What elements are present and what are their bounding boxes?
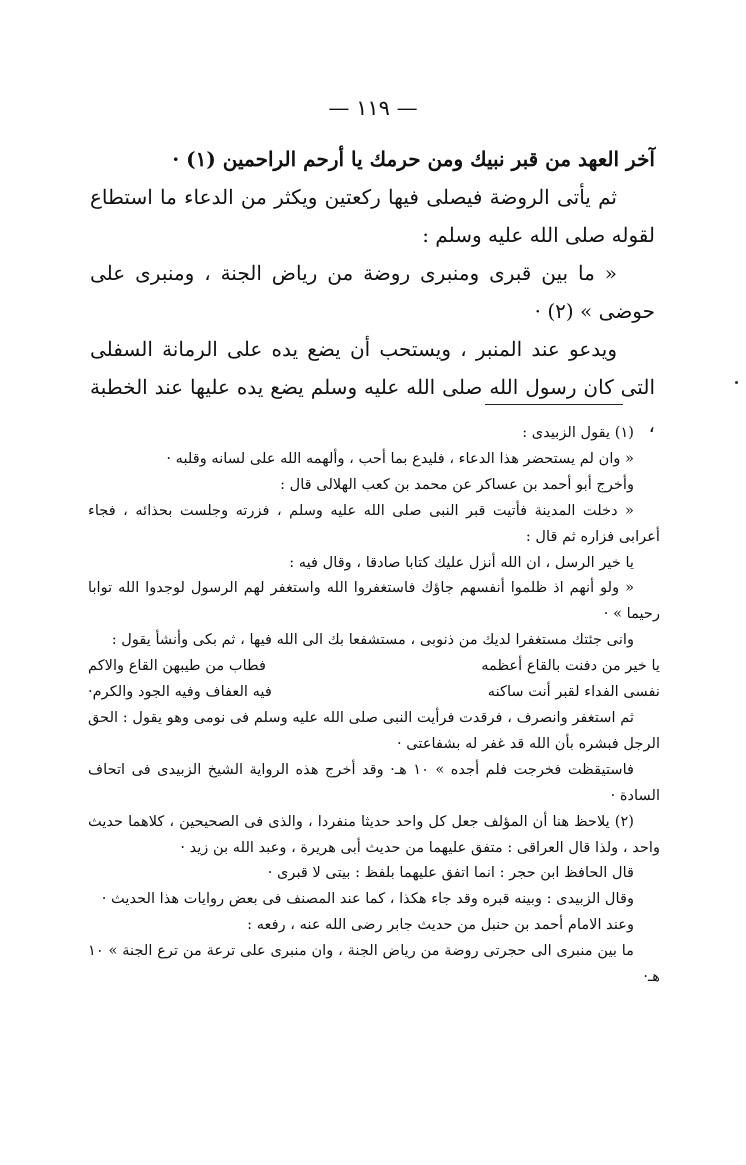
margin-speck <box>735 381 738 384</box>
footnote-1-fastayqaztu: فاستيقظت فخرجت فلم أجده » ١٠ هـ· وقد أخرج هذه الرواية الشيخ الزبيدى فى اتحاف السادة · <box>88 760 660 804</box>
footnote-2-zabidi: وقال الزبيدى : وبينه قبره وقد جاء هكذا ، كما عند المصنف فى بعض روايات هذا الحديث · <box>101 890 634 908</box>
footnote-2-intro: (٢) يلاحظ هنا أن المؤلف جعل كل واحد حديثا منفردا ، والذى فى الصحيحين ، كلاهما حديث واحد ، ولذا قال العراقى : متفق عليهما من حديث أبى هريرة ، وعبد الله بن زيد · <box>88 812 660 856</box>
verse-1-second-hemistich: فطاب من طيبهن القاع والاكم <box>88 657 266 675</box>
page-number: — ١١٩ — <box>328 96 418 120</box>
footnote-1-story: « دخلت المدينة فأتيت قبر النبى صلى الله عليه وسلم ، فزرته وجلست بحذائه ، فجاء أعرابى فزاره ثم قال : <box>88 501 660 545</box>
footnote-separator <box>485 404 623 405</box>
verse-2-first-hemistich: نفسى الفداء لقبر أنت ساكنه <box>487 683 660 701</box>
poem-verse-2 <box>88 679 660 705</box>
hadith-quote: « ما بين قبرى ومنبرى روضة من رياض الجنة ، ومنبرى على حوضى » (٢) · <box>90 261 655 323</box>
footnote-1-wa-inni: وانى جئتك مستغفرا لديك من ذنوبى ، مستشفعا بك الى الله فيها ، ثم بكى وأنشأ يقول : <box>111 631 634 649</box>
footnotes <box>88 420 660 990</box>
footnote-1-ayah: « ولو أنهم اذ ظلموا أنفسهم جاؤك فاستغفروا الله واستغفر لهم الرسول لوجدوا الله توابا رحيما » · <box>88 579 660 623</box>
footnote-2-ibn-hajar: قال الحافظ ابن حجر : انما اتفق عليهما بلفظ : بيتى لا قبرى · <box>267 864 634 882</box>
footnote-1-quote: « وان لم يستحضر هذا الدعاء ، فليدع بما أحب ، وألهمه الله على لسانه وقلبه · <box>166 449 634 467</box>
main-paragraph-4: ويدعو عند المنبر ، ويستحب أن يضع يده على الرمانة السفلى التى كان رسول الله صلى الله عليه وسلم يضع يده عليها عند الخطبة ، <box>90 337 655 437</box>
poem-verse-1 <box>88 653 660 679</box>
main-line-1: آخر العهد من قبر نبيك ومن حرمك يا أرحم الراحمين (١) · <box>172 147 655 171</box>
main-text <box>90 140 655 444</box>
footnote-1-ibn-asakir: وأخرج أبو أحمد بن عساكر عن محمد بن كعب الهلالى قال : <box>280 475 634 493</box>
footnote-1-thumma: ثم استغفر وانصرف ، فرقدت فرأيت النبى صلى الله عليه وسلم فى نومى وهو يقول : الحق الرجل فبشره بأن الله قد غفر له بشفاعتى · <box>88 708 660 752</box>
verse-1-first-hemistich: يا خير من دفنت بالقاع أعظمه <box>481 657 660 675</box>
main-paragraph-2: ثم يأتى الروضة فيصلى فيها ركعتين ويكثر من الدعاء ما استطاع لقوله صلى الله عليه وسلم : <box>90 185 655 247</box>
verse-2-second-hemistich: فيه العفاف وفيه الجود والكرم· <box>88 683 272 701</box>
footnote-1-intro: (١) يقول الزبيدى : <box>522 424 634 441</box>
footnote-2-ahmad: وعند الامام أحمد بن حنبل من حديث جابر رضى الله عنه ، رفعه : <box>247 916 634 934</box>
footnote-1-ya-khayr: يا خير الرسل ، ان الله أنزل عليك كتابا صادقا ، وقال فيه : <box>289 553 634 571</box>
footnote-2-hadith: ما بين منبرى الى حجرتى روضة من رياض الجنة ، وان منبرى على ترعة من ترع الجنة » ١٠ هـ· <box>88 942 660 986</box>
